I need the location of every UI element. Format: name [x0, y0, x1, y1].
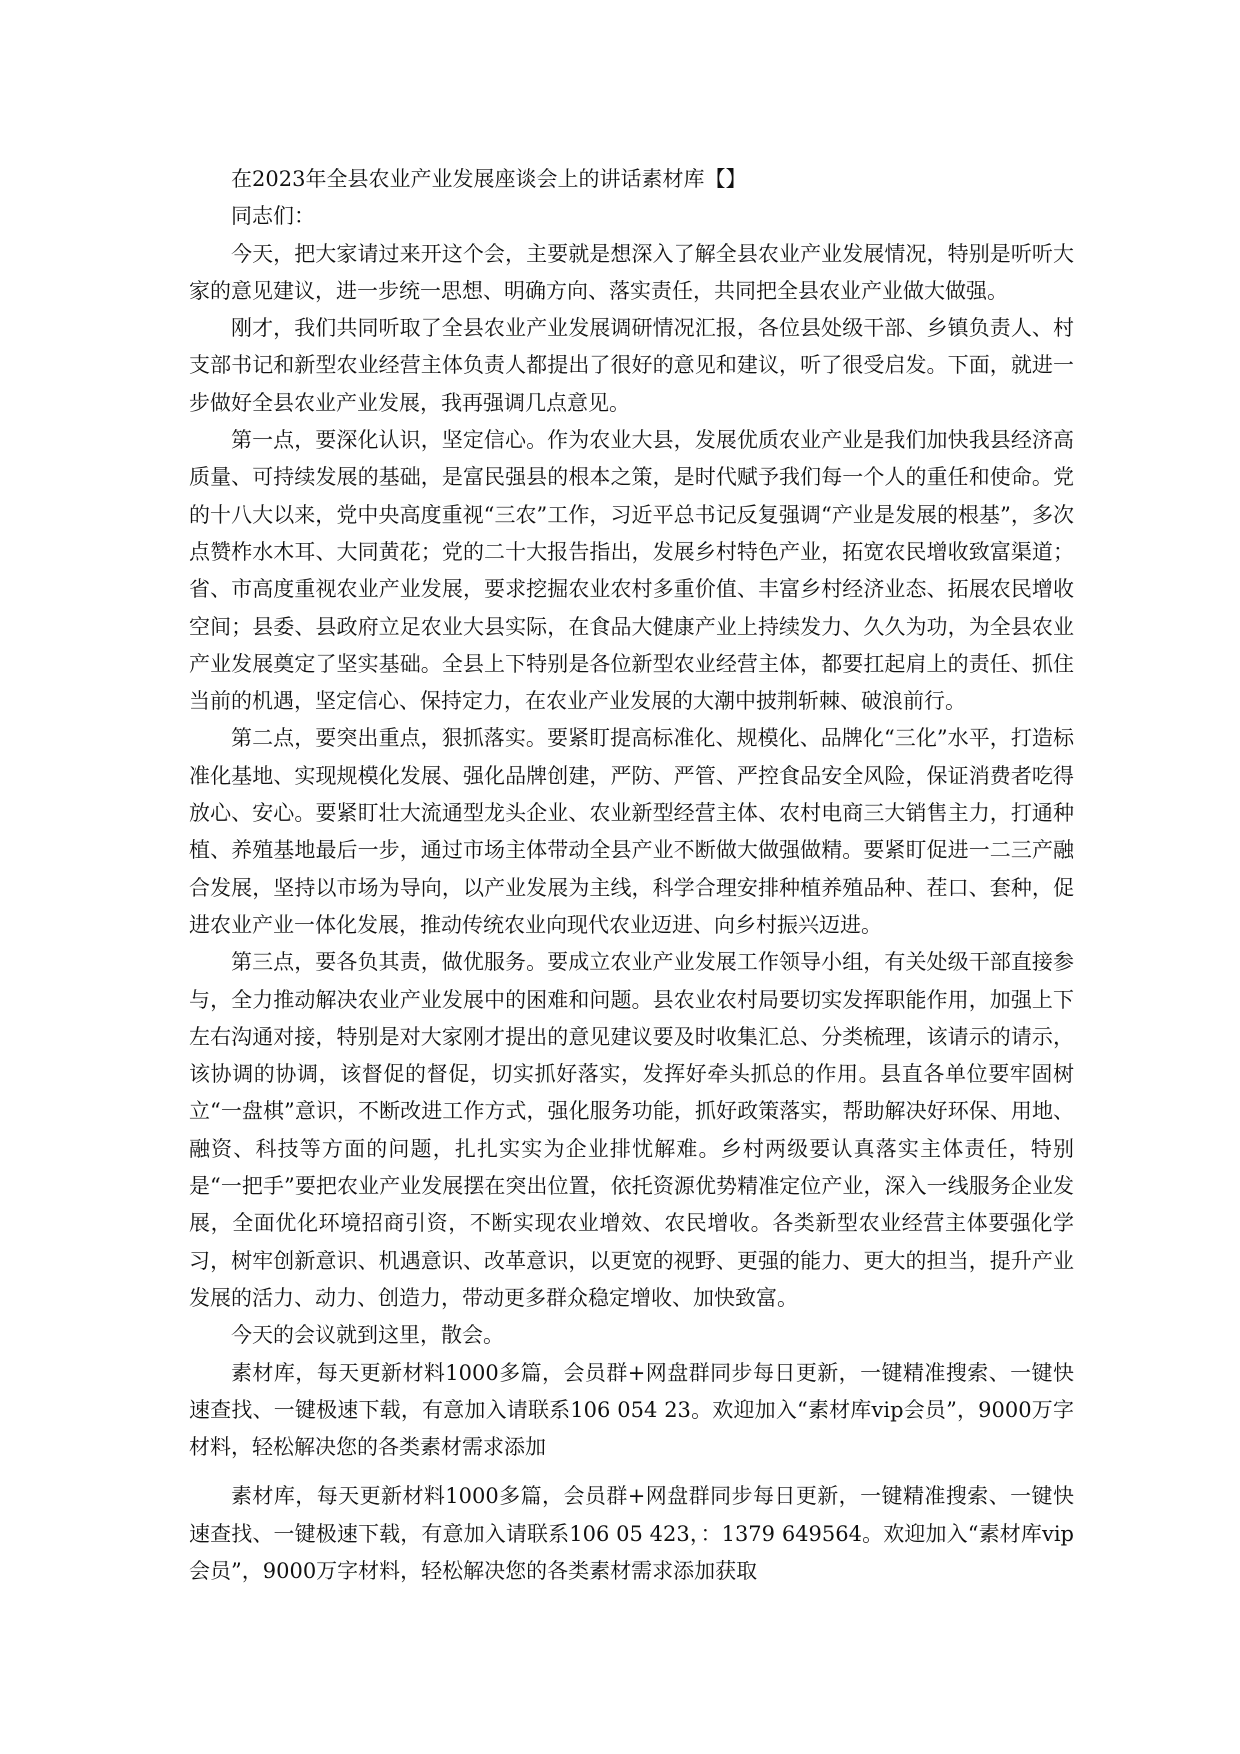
- footer-note: 素材库，每天更新材料1000多篇，会员群+网盘群同步每日更新，一键精准搜索、一键快速查找、一键极速下载，有意加入请联系106 054 23。欢迎加入“素材库vip会员”，9000万字材料，轻松解决您的各类素材需求添加: [189, 1360, 1074, 1460]
- greeting: 同志们：: [231, 204, 315, 229]
- paragraph-intro: 今天，把大家请过来开这个会，主要就是想深入了解全县农业产业发展情况，特别是听听大家的意见建议，进一步统一思想、明确方向、落实责任，共同把全县农业产业做大做强。: [189, 241, 1074, 303]
- paragraph-point-two: 第二点，要突出重点，狠抓落实。要紧盯提高标准化、规模化、品牌化“三化”水平，打造标准化基地、实现规模化发展、强化品牌创建，严防、严管、严控食品安全风险，保证消费者吃得放心、安心。要紧盯壮大流通型龙头企业、农业新型经营主体、农村电商三大销售主力，打通种植、养殖基地最后一步，通过市场主体带动全县产业不断做大做强做精。要紧盯促进一二三产融合发展，坚持以市场为导向，以产业发展为主线，科学合理安排种植养殖品种、茬口、套种，促进农业产业一体化发展，推动传统农业向现代农业迈进、向乡村振兴迈进。: [189, 726, 1074, 937]
- paragraph-closing: 今天的会议就到这里，散会。: [231, 1323, 504, 1348]
- document-body: [189, 161, 1074, 1590]
- paragraph-point-three: 第三点，要各负其责，做优服务。要成立农业产业发展工作领导小组，有关处级干部直接参与，全力推动解决农业产业发展中的困难和问题。县农业农村局要切实发挥职能作用，加强上下左右沟通对接，特别是对大家刚才提出的意见建议要及时收集汇总、分类梳理，该请示的请示，该协调的协调，该督促的督促，切实抓好落实，发挥好牵头抓总的作用。县直各单位要牢固树立“一盘棋”意识，不断改进工作方式，强化服务功能，抓好政策落实，帮助解决好环保、用地、融资、科技等方面的问题，扎扎实实为企业排忧解难。乡村两级要认真落实主体责任，特别是“一把手”要把农业产业发展摆在突出位置，依托资源优势精准定位产业，深入一线服务企业发展，全面优化环境招商引资，不断实现农业增效、农民增收。各类新型农业经营主体要强化学习，树牢创新意识、机遇意识、改革意识，以更宽的视野、更强的能力、更大的担当，提升产业发展的活力、动力、创造力，带动更多群众稳定增收、加快致富。: [189, 950, 1074, 1310]
- document-title: 在2023年全县农业产业发展座谈会上的讲话素材库【】: [231, 167, 747, 191]
- footer-note: 素材库，每天更新材料1000多篇，会员群+网盘群同步每日更新，一键精准搜索、一键快速查找、一键极速下载，有意加入请联系106 05 423，：1379 649564。欢迎加入“素材库vip会员”，9000万字材料，轻松解决您的各类素材需求添加获取: [189, 1484, 1074, 1583]
- paragraph-summary: 刚才，我们共同听取了全县农业产业发展调研情况汇报，各位县处级干部、乡镇负责人、村支部书记和新型农业经营主体负责人都提出了很好的意见和建议，听了很受启发。下面，就进一步做好全县农业产业发展，我再强调几点意见。: [189, 316, 1074, 415]
- paragraph-point-one: 第一点，要深化认识，坚定信心。作为农业大县，发展优质农业产业是我们加快我县经济高质量、可持续发展的基础，是富民强县的根本之策，是时代赋予我们每一个人的重任和使命。党的十八大以来，党中央高度重视“三农”工作，习近平总书记反复强调“产业是发展的根基”，多次点赞柞水木耳、大同黄花；党的二十大报告指出，发展乡村特色产业，拓宽农民增收致富渠道；省、市高度重视农业产业发展，要求挖掘农业农村多重价值、丰富乡村经济业态、拓展农民增收空间；县委、县政府立足农业大县实际，在食品大健康产业上持续发力、久久为功，为全县农业产业发展奠定了坚实基础。全县上下特别是各位新型农业经营主体，都要扛起肩上的责任、抓住当前的机遇，坚定信心、保持定力，在农业产业发展的大潮中披荆斩棘、破浪前行。: [189, 428, 1074, 714]
